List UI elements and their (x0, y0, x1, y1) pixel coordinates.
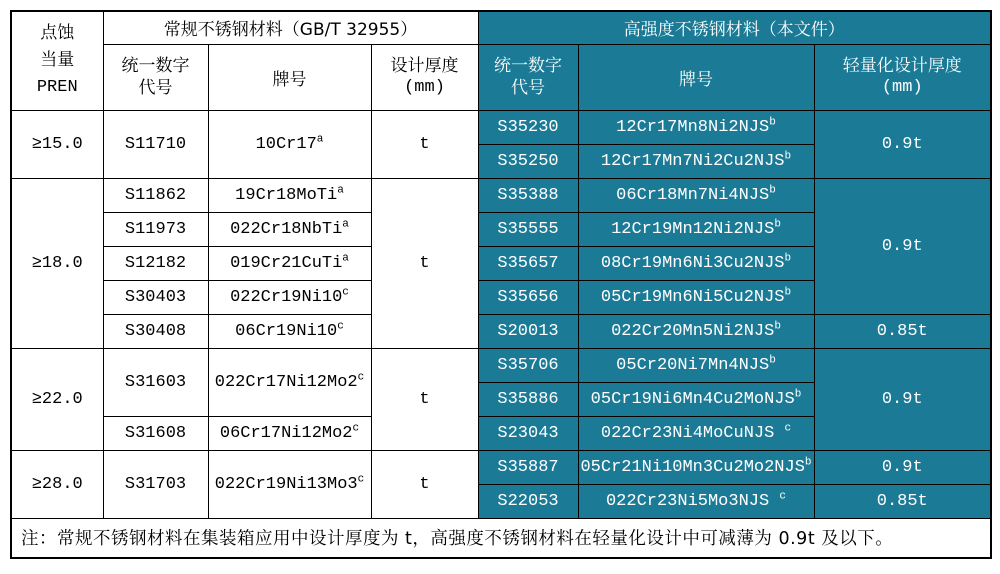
grade-text: 08Cr19Mn6Ni3Cu2NJS (600, 253, 785, 273)
grade-text: 06Cr17Ni12Mo2 (219, 423, 353, 443)
grade-cell (578, 382, 814, 416)
thickness-cell: 0.9t (814, 348, 991, 450)
pren-cell: ≥28.0 (11, 450, 103, 518)
grade-text: 022Cr23Ni4MoCuNJS (600, 423, 785, 443)
code-cell: S20013 (478, 314, 578, 348)
grade-cell (578, 280, 814, 314)
grade-footnote-sup: c (342, 285, 349, 298)
grade-cell (208, 314, 371, 348)
grade-text: 022Cr23Ni5Mo3NJS (605, 491, 780, 511)
grade-text: 022Cr18NbTi (230, 219, 343, 239)
code-cell: S35555 (478, 212, 578, 246)
pren-header-line: 点蚀 (40, 23, 75, 44)
grade-text: 06Cr18Mn7Ni4NJS (616, 185, 770, 205)
code-cell: S22053 (478, 484, 578, 518)
grade-cell (208, 212, 371, 246)
steel-comparison-table (10, 10, 992, 559)
grade-footnote-sup: c (779, 489, 787, 502)
grade-footnote-sup: a (342, 217, 349, 230)
pren-column-header (11, 11, 103, 110)
code-cell: S35886 (478, 382, 578, 416)
grade-footnote-sup: b (804, 455, 812, 468)
right-grade-column-header: 牌号 (578, 44, 814, 110)
thickness-cell: 0.9t (814, 110, 991, 178)
thickness-cell: 0.9t (814, 178, 991, 314)
grade-cell (208, 246, 371, 280)
code-cell: S11973 (103, 212, 208, 246)
grade-text: 05Cr21Ni10Mn3Cu2Mo2NJS (580, 457, 805, 477)
left-thickness-column-header (371, 44, 478, 110)
code-cell: S35656 (478, 280, 578, 314)
pren-cell: ≥22.0 (11, 348, 103, 450)
grade-text: 022Cr20Mn5Ni2NJS (611, 321, 775, 341)
grade-footnote-sup: b (784, 149, 792, 162)
grade-text: 05Cr19Mn6Ni5Cu2NJS (600, 287, 785, 307)
grade-footnote-sup: a (337, 183, 344, 196)
code-cell: S31603 (103, 348, 208, 416)
code-cell: S35887 (478, 450, 578, 484)
thickness-cell: t (371, 450, 478, 518)
grade-cell (578, 314, 814, 348)
grade-footnote-sup: c (357, 472, 365, 485)
grade-text: 022Cr17Ni12Mo2 (214, 372, 358, 392)
code-cell: S30408 (103, 314, 208, 348)
header-line: 代号 (138, 78, 173, 98)
grade-footnote-sup: b (784, 251, 792, 264)
header-line: 设计厚度 (390, 56, 459, 76)
thickness-cell: 0.85t (814, 484, 991, 518)
grade-footnote-sup: b (769, 353, 776, 366)
code-cell: S35250 (478, 144, 578, 178)
thickness-cell: 0.85t (814, 314, 991, 348)
grade-footnote-sup: b (774, 217, 781, 230)
grade-footnote-sup: b (784, 285, 792, 298)
thickness-cell: t (371, 178, 478, 348)
code-cell: S35657 (478, 246, 578, 280)
code-cell: S12182 (103, 246, 208, 280)
grade-text: 12Cr17Mn8Ni2NJS (616, 117, 770, 137)
right-group-title: 高强度不锈钢材料（本文件） (478, 11, 991, 44)
left-code-column-header (103, 44, 208, 110)
grade-text: 022Cr19Ni13Mo3 (214, 474, 358, 494)
code-cell: S11710 (103, 110, 208, 178)
grade-footnote-sup: c (357, 370, 365, 383)
grade-cell (578, 110, 814, 144)
grade-footnote-sup: a (342, 251, 349, 264)
pren-cell: ≥18.0 (11, 178, 103, 348)
grade-text: 19Cr18MoTi (235, 185, 338, 205)
pren-header-line: PREN (36, 78, 78, 98)
grade-text: 019Cr21CuTi (230, 253, 343, 273)
code-cell: S31608 (103, 416, 208, 450)
header-line: 代号 (511, 78, 545, 98)
code-cell: S31703 (103, 450, 208, 518)
grade-cell (578, 246, 814, 280)
code-cell: S35230 (478, 110, 578, 144)
grade-footnote-sup: b (794, 387, 802, 400)
header-line: 统一数字 (494, 56, 562, 76)
grade-cell (578, 416, 814, 450)
header-line: 统一数字 (121, 56, 190, 76)
grade-cell (208, 450, 371, 518)
grade-cell (208, 416, 371, 450)
grade-footnote-sup: b (769, 183, 776, 196)
code-cell: S11862 (103, 178, 208, 212)
grade-cell (208, 110, 371, 178)
thickness-cell: t (371, 348, 478, 450)
left-grade-column-header: 牌号 (208, 44, 371, 110)
grade-footnote-sup: b (769, 115, 776, 128)
header-line: 轻量化设计厚度 (842, 56, 962, 76)
grade-footnote-sup: c (337, 319, 344, 332)
header-line: (mm) (404, 78, 445, 97)
grade-text: 06Cr19Ni10 (235, 321, 338, 341)
left-group-title: 常规不锈钢材料（GB/T 32955） (103, 11, 478, 44)
grade-cell (578, 450, 814, 484)
grade-cell (208, 348, 371, 416)
grade-text: 12Cr19Mn12Ni2NJS (611, 219, 775, 239)
grade-footnote-sup: c (784, 421, 792, 434)
header-line: (mm) (881, 78, 923, 97)
grade-footnote-sup: a (316, 132, 324, 145)
grade-cell (578, 178, 814, 212)
grade-cell (578, 212, 814, 246)
grade-text: 05Cr20Ni7Mn4NJS (616, 355, 770, 375)
code-cell: S30403 (103, 280, 208, 314)
right-code-column-header (478, 44, 578, 110)
grade-text: 022Cr19Ni10 (230, 287, 343, 307)
thickness-cell: 0.9t (814, 450, 991, 484)
code-cell: S23043 (478, 416, 578, 450)
grade-cell (578, 348, 814, 382)
grade-text: 05Cr19Ni6Mn4Cu2MoNJS (590, 389, 795, 409)
right-thickness-column-header (814, 44, 991, 110)
grade-text: 12Cr17Mn7Ni2Cu2NJS (600, 151, 785, 171)
grade-cell (208, 178, 371, 212)
table-footnote: 注：常规不锈钢材料在集装箱应用中设计厚度为 t，高强度不锈钢材料在轻量化设计中可减薄为 0.9t 及以下。 (11, 518, 991, 558)
grade-cell (578, 484, 814, 518)
code-cell: S35706 (478, 348, 578, 382)
pren-header-line: 当量 (40, 50, 75, 71)
code-cell: S35388 (478, 178, 578, 212)
pren-cell: ≥15.0 (11, 110, 103, 178)
grade-text: 10Cr17 (255, 134, 317, 154)
thickness-cell: t (371, 110, 478, 178)
grade-footnote-sup: b (774, 319, 781, 332)
grade-footnote-sup: c (352, 421, 360, 434)
grade-cell (208, 280, 371, 314)
grade-cell (578, 144, 814, 178)
